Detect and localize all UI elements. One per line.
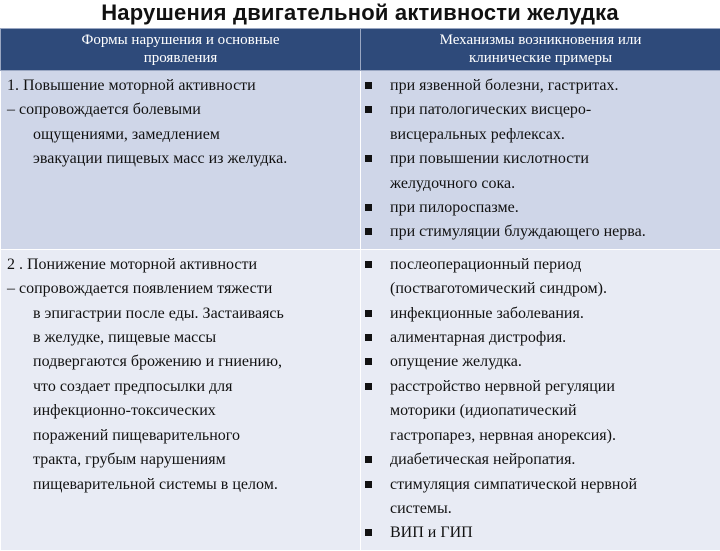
square-bullet-icon bbox=[365, 481, 375, 488]
list-item bbox=[365, 253, 716, 302]
list-item bbox=[365, 473, 716, 522]
table-row bbox=[1, 249, 720, 550]
bullet-text: гастропарез, нервная анорексия). bbox=[390, 424, 716, 448]
bullet-text: инфекционные заболевания. bbox=[390, 302, 716, 326]
square-bullet-icon bbox=[365, 261, 375, 268]
list-item bbox=[365, 350, 716, 374]
bullet-text: при патологических висцеро- bbox=[390, 98, 716, 122]
row1-form-line: эвакуации пищевых масс из желудка. bbox=[7, 147, 356, 171]
list-item bbox=[365, 196, 716, 220]
list-item bbox=[365, 326, 716, 350]
square-bullet-icon bbox=[365, 529, 375, 536]
list-item bbox=[365, 74, 716, 98]
list-item bbox=[365, 98, 716, 147]
bullet-text: опущение желудка. bbox=[390, 350, 716, 374]
row2-form-line: что создает предпосылки для bbox=[7, 375, 356, 399]
row2-form-line: инфекционно-токсических bbox=[7, 399, 356, 423]
row2-form-line: пищеварительной системы в целом. bbox=[7, 473, 356, 497]
row2-form-line: тракта, грубым нарушениям bbox=[7, 448, 356, 472]
square-bullet-icon bbox=[365, 228, 375, 235]
square-bullet-icon bbox=[365, 155, 375, 162]
bullet-text: при пилороспазме. bbox=[390, 196, 716, 220]
header-mechanisms bbox=[361, 29, 720, 71]
list-item bbox=[365, 375, 716, 448]
slide-title: Нарушения двигательной активности желудка bbox=[0, 0, 720, 28]
bullet-text: алиментарная дистрофия. bbox=[390, 326, 716, 350]
list-item bbox=[365, 302, 716, 326]
bullet-text: диабетическая нейропатия. bbox=[390, 448, 716, 472]
square-bullet-icon bbox=[365, 383, 375, 390]
square-bullet-icon bbox=[365, 456, 375, 463]
square-bullet-icon bbox=[365, 334, 375, 341]
bullet-text: системы. bbox=[390, 497, 716, 521]
bullet-text: ВИП и ГИП bbox=[390, 521, 716, 545]
row1-form-line: ощущениями, замедлением bbox=[7, 123, 356, 147]
row2-form-line: в эпигастрии после еды. Застаиваясь bbox=[7, 302, 356, 326]
row1-form-cell bbox=[1, 71, 361, 250]
bullet-text: при стимуляции блуждающего нерва. bbox=[390, 220, 716, 244]
square-bullet-icon bbox=[365, 310, 375, 317]
comparison-table bbox=[0, 28, 720, 551]
list-item bbox=[365, 220, 716, 244]
square-bullet-icon bbox=[365, 106, 375, 113]
header-forms-line-1: Формы нарушения и основные bbox=[7, 31, 354, 49]
square-bullet-icon bbox=[365, 82, 375, 89]
bullet-text: (постваготомический синдром). bbox=[390, 277, 716, 301]
row2-mechanisms-cell bbox=[361, 249, 720, 550]
row2-form-line: – сопровождается появлением тяжести bbox=[7, 277, 356, 301]
bullet-text: расстройство нервной регуляции bbox=[390, 375, 716, 399]
row2-form-line: в желудке, пищевые массы bbox=[7, 326, 356, 350]
row2-form-line: подвергаются брожению и гниению, bbox=[7, 350, 356, 374]
bullet-text: стимуляция симпатической нервной bbox=[390, 473, 716, 497]
list-item bbox=[365, 521, 716, 545]
square-bullet-icon bbox=[365, 358, 375, 365]
list-item bbox=[365, 147, 716, 196]
row2-form-line: поражений пищеварительного bbox=[7, 424, 356, 448]
table-header-row bbox=[1, 29, 720, 71]
bullet-text: моторики (идиопатический bbox=[390, 399, 716, 423]
bullet-text: висцеральных рефлексах. bbox=[390, 123, 716, 147]
row1-form-line: 1. Повышение моторной активности bbox=[7, 74, 356, 98]
square-bullet-icon bbox=[365, 204, 375, 211]
table-row bbox=[1, 71, 720, 250]
header-forms-line-2: проявления bbox=[7, 49, 354, 67]
header-mechanisms-line-2: клинические примеры bbox=[367, 49, 714, 67]
bullet-text: при язвенной болезни, гастритах. bbox=[390, 74, 716, 98]
list-item bbox=[365, 448, 716, 472]
bullet-text: послеоперационный период bbox=[390, 253, 716, 277]
row2-form-cell bbox=[1, 249, 361, 550]
bullet-text: при повышении кислотности bbox=[390, 147, 716, 171]
row2-form-line: 2 . Понижение моторной активности bbox=[7, 253, 356, 277]
header-forms bbox=[1, 29, 361, 71]
header-mechanisms-line-1: Механизмы возникновения или bbox=[367, 31, 714, 49]
bullet-text: желудочного сока. bbox=[390, 172, 716, 196]
row1-mechanisms-cell bbox=[361, 71, 720, 250]
row1-form-line: – сопровождается болевыми bbox=[7, 98, 356, 122]
